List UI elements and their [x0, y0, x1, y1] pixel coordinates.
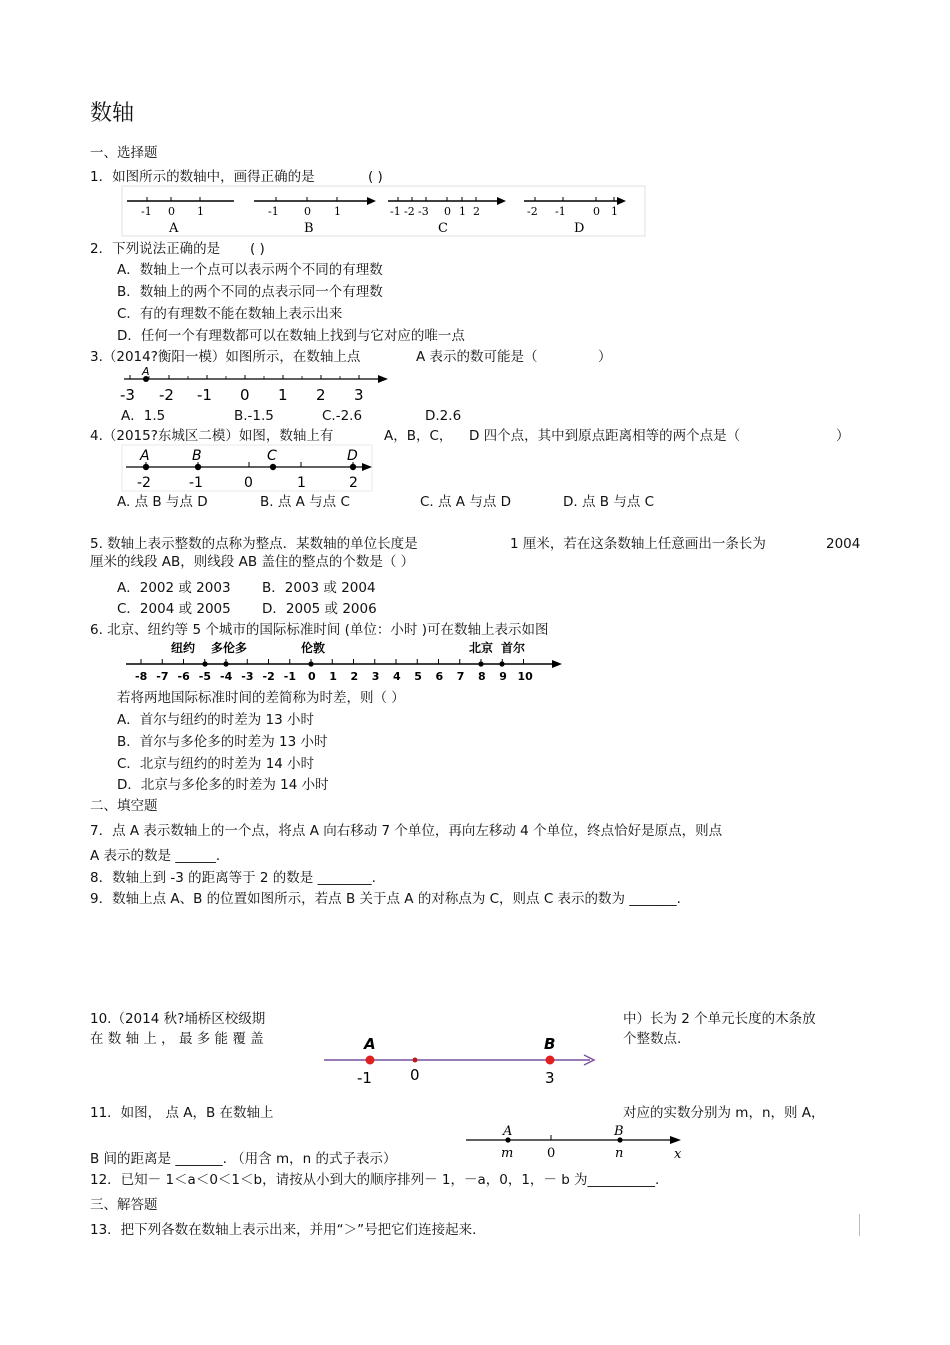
q1-letter-a: A: [169, 221, 179, 236]
q8: 8．数轴上到 -3 的距离等于 2 的数是 ________.: [90, 870, 376, 886]
q1-a-tick-label: -1: [141, 205, 152, 218]
q3-tick-label: -3: [120, 386, 135, 404]
q6-followup: 若将两地国际标准时间的差简称为时差，则（ ）: [117, 690, 405, 706]
q10-tick-label: 3: [545, 1069, 555, 1087]
q4-point-b: [195, 464, 201, 470]
q6-tick-label: 6: [435, 670, 444, 683]
q5-line1-b: 1 厘米，若在这条数轴上任意画出一条长为: [510, 536, 766, 552]
q3-tick-label: 1: [278, 386, 288, 404]
q5-line1-a: 5. 数轴上表示整数的点称为整点．某数轴的单位长度是: [90, 536, 418, 552]
q6-tick-label: 0: [308, 670, 316, 683]
q1-d-tick-label: 1: [611, 205, 618, 218]
q4-option-a: A. 点 B 与点 D: [117, 494, 208, 510]
q1-c-tick-label: -3: [418, 205, 429, 218]
q11-left-2: B 间的距离是 _______. （用含 m，n 的式子表示）: [90, 1151, 397, 1167]
q11-point-label: A: [503, 1124, 513, 1139]
q10-point-b: [546, 1056, 555, 1065]
q6-city-label: 纽约: [171, 641, 196, 655]
q1-c-tick-label: 0: [444, 205, 451, 218]
q5-option-b: B．2003 或 2004: [262, 580, 376, 596]
q3-tick-label: 2: [316, 386, 326, 404]
q4-point-label: D: [347, 448, 358, 464]
q6-point: [223, 661, 228, 666]
q6-tick-label: -4: [220, 670, 233, 683]
q4-point-d: [350, 464, 356, 470]
q6-tick-label: 9: [499, 670, 507, 683]
q10-point-zero: [413, 1058, 418, 1063]
q1-paren: ( ): [368, 169, 383, 185]
q4-option-c: C. 点 A 与点 D: [420, 494, 512, 510]
q4-stem-a: 4.（2015?东城区二模）如图，数轴上有: [90, 428, 334, 444]
arrow-icon: [367, 197, 376, 205]
q4-tick-label: -2: [137, 475, 151, 491]
q10-tick-label: 0: [410, 1066, 420, 1084]
q3-option-a: A．1.5: [121, 408, 166, 424]
q10-left-1: 10.（2014 秋?埇桥区校级期: [90, 1011, 266, 1027]
q4-tick-label: 1: [297, 475, 306, 491]
q6-city-label: 首尔: [501, 641, 526, 655]
q7-line1: 7．点 A 表示数轴上的一个点，将点 A 向右移动 7 个单位，再向左移动 4 个单位，终点恰好是原点，则点: [90, 823, 723, 839]
q4-point-c: [270, 464, 276, 470]
q6-option-b: B．首尔与多伦多的时差为 13 小时: [117, 734, 328, 750]
q4-tick-label: -1: [189, 475, 203, 491]
q2-option-d: D．任何一个有理数都可以在数轴上找到与它对应的唯一点: [117, 328, 465, 344]
q11-axis-label: x: [674, 1147, 682, 1162]
margin-mark: [859, 1214, 860, 1236]
q1-c-tick-label: 1: [459, 205, 466, 218]
q6-tick-label: 2: [350, 670, 359, 683]
q4-stem-b: A，B，C，: [384, 428, 453, 444]
q6-tick-label: -6: [177, 670, 190, 683]
q11-number-line: [464, 1120, 689, 1162]
q1-b-tick-label: -1: [268, 205, 279, 218]
q3-option-d: D.2.6: [425, 408, 462, 424]
q1-b-tick-label: 1: [334, 205, 341, 218]
q3-point-label: A: [142, 365, 150, 378]
q1-letter-d: D: [574, 221, 585, 236]
q3-stem-a: 3.（2014?衡阳一模）如图所示，在数轴上点: [90, 349, 361, 365]
q10-point-a: [366, 1056, 375, 1065]
q2-paren: ( ): [250, 241, 265, 257]
arrow-icon: [617, 197, 626, 205]
q4-option-b: B. 点 A 与点 C: [260, 494, 350, 510]
arrow-icon: [497, 197, 506, 205]
q1-a-tick-label: 1: [197, 205, 204, 218]
q1-figure: [122, 186, 647, 238]
section-solve: 三、解答题: [90, 1197, 158, 1213]
q6-point: [202, 661, 207, 666]
page-title: 数轴: [90, 101, 135, 126]
arrow-icon: [362, 463, 372, 471]
q4-stem-c: D 四个点，其中到原点距离相等的两个点是（: [469, 428, 741, 444]
q6-option-d: D．北京与多伦多的时差为 14 小时: [117, 777, 329, 793]
q6-tick-label: 3: [371, 670, 380, 683]
q10-point-label: B: [544, 1035, 556, 1053]
q6-tick-label: -5: [198, 670, 211, 683]
q11-axis-label: n: [615, 1146, 624, 1161]
q1-b-tick-label: 0: [304, 205, 311, 218]
q5-option-a: A．2002 或 2003: [117, 580, 231, 596]
q6-tick-label: 1: [329, 670, 337, 683]
q6-tick-label: 10: [517, 670, 533, 683]
q6-city-label: 伦敦: [301, 641, 326, 655]
q3-stem-b: A 表示的数可能是（: [416, 349, 538, 365]
q6-tick-label: -7: [156, 670, 169, 683]
q3-number-line: [118, 366, 398, 406]
q6-point: [499, 661, 504, 666]
q5-option-d: D．2005 或 2006: [262, 601, 377, 617]
q5-line2: 厘米的线段 AB，则线段 AB 盖住的整点的个数是（ ）: [90, 554, 415, 570]
q6-city-label: 多伦多: [211, 641, 248, 655]
q3-option-b: B.-1.5: [234, 408, 274, 424]
q10-left-2: 在 数 轴 上 ， 最 多 能 覆 盖: [90, 1031, 264, 1047]
q3-tick-label: -1: [197, 386, 212, 404]
q1-c-tick-label: -1: [390, 205, 401, 218]
q10-right-2: 个整数点.: [623, 1031, 682, 1047]
q1-d-tick-label: 0: [593, 205, 600, 218]
q2-option-a: A．数轴上一个点可以表示两个不同的有理数: [117, 262, 383, 278]
q3-option-c: C.-2.6: [322, 408, 363, 424]
q6-tick-label: 5: [414, 670, 422, 683]
q4-stem-d: ）: [836, 428, 850, 444]
q3-tick-label: 3: [354, 386, 364, 404]
q6-tick-label: 4: [393, 670, 401, 683]
q1-stem: 1．如图所示的数轴中，画得正确的是: [90, 169, 315, 185]
q6-option-a: A．首尔与纽约的时差为 13 小时: [117, 712, 314, 728]
q1-d-tick-label: -2: [527, 205, 538, 218]
q4-option-d: D. 点 B 与点 C: [563, 494, 655, 510]
section-choice: 一、选择题: [90, 145, 158, 161]
q6-tick-label: -8: [135, 670, 148, 683]
q10-number-line: [322, 1032, 607, 1090]
q6-tick-label: -1: [283, 670, 296, 683]
section-fill: 二、填空题: [90, 798, 158, 814]
q6-point: [478, 661, 483, 666]
q2-stem: 2．下列说法正确的是: [90, 241, 221, 257]
q4-point-label: A: [140, 448, 150, 464]
q7-line2: A 表示的数是 ______.: [90, 848, 221, 864]
q1-c-tick-label: -2: [404, 205, 415, 218]
q11-axis-label: 0: [547, 1146, 556, 1161]
q6-tick-label: -2: [262, 670, 275, 683]
q11-axis-label: m: [501, 1146, 514, 1161]
q1-letter-c: C: [438, 221, 448, 236]
q11-point-label: B: [614, 1124, 624, 1139]
arrow-icon: [552, 660, 562, 668]
q6-tick-label: -3: [241, 670, 254, 683]
q10-point-label: A: [364, 1035, 376, 1053]
q3-tick-label: 0: [240, 386, 250, 404]
q1-letter-b: B: [304, 221, 314, 236]
q2-option-c: C．有的有理数不能在数轴上表示出来: [117, 306, 343, 322]
q6-tick-label: 7: [456, 670, 465, 683]
q4-point-label: B: [192, 448, 202, 464]
q1-a-tick-label: 0: [168, 205, 175, 218]
q1-c-tick-label: 2: [473, 205, 480, 218]
q6-stem: 6. 北京、纽约等 5 个城市的国际标准时间 (单位：小时 )可在数轴上表示如图: [90, 622, 549, 638]
q3-stem-c: ）: [598, 349, 612, 365]
q10-right-1: 中）长为 2 个单元长度的木条放: [623, 1011, 816, 1027]
q9: 9．数轴上点 A、B 的位置如图所示，若点 B 关于点 A 的对称点为 C，则点 C 表示的数为 _______.: [90, 891, 681, 907]
q4-number-line: [122, 445, 377, 493]
q6-tick-label: 8: [478, 670, 486, 683]
q2-option-b: B．数轴上的两个不同的点表示同一个有理数: [117, 284, 383, 300]
q11-left-1: 11．如图， 点 A，B 在数轴上: [90, 1105, 274, 1121]
q5-option-c: C．2004 或 2005: [117, 601, 231, 617]
q4-point-label: C: [267, 448, 277, 464]
q4-point-a: [143, 464, 149, 470]
arrow-icon: [670, 1136, 681, 1144]
q6-city-label: 北京: [469, 641, 494, 655]
q13: 13．把下列各数在数轴上表示出来，并用“＞”号把它们连接起来.: [90, 1222, 477, 1238]
q5-line1-c: 2004: [826, 536, 861, 552]
q6-point: [308, 661, 313, 666]
q10-tick-label: -1: [357, 1069, 372, 1087]
q11-right-1: 对应的实数分别为 m，n，则 A，: [623, 1105, 825, 1121]
q1-d-tick-label: -1: [555, 205, 566, 218]
q6-option-c: C．北京与纽约的时差为 14 小时: [117, 756, 315, 772]
q6-time-zone-line: [124, 639, 569, 685]
arrow-icon: [378, 375, 388, 383]
q4-tick-label: 2: [349, 475, 358, 491]
q4-tick-label: 0: [244, 475, 253, 491]
q3-tick-label: -2: [159, 386, 174, 404]
q12: 12．已知－ 1＜a＜0＜1＜b，请按从小到大的顺序排列－ 1，－a，0，1，－ b 为__________.: [90, 1172, 660, 1188]
